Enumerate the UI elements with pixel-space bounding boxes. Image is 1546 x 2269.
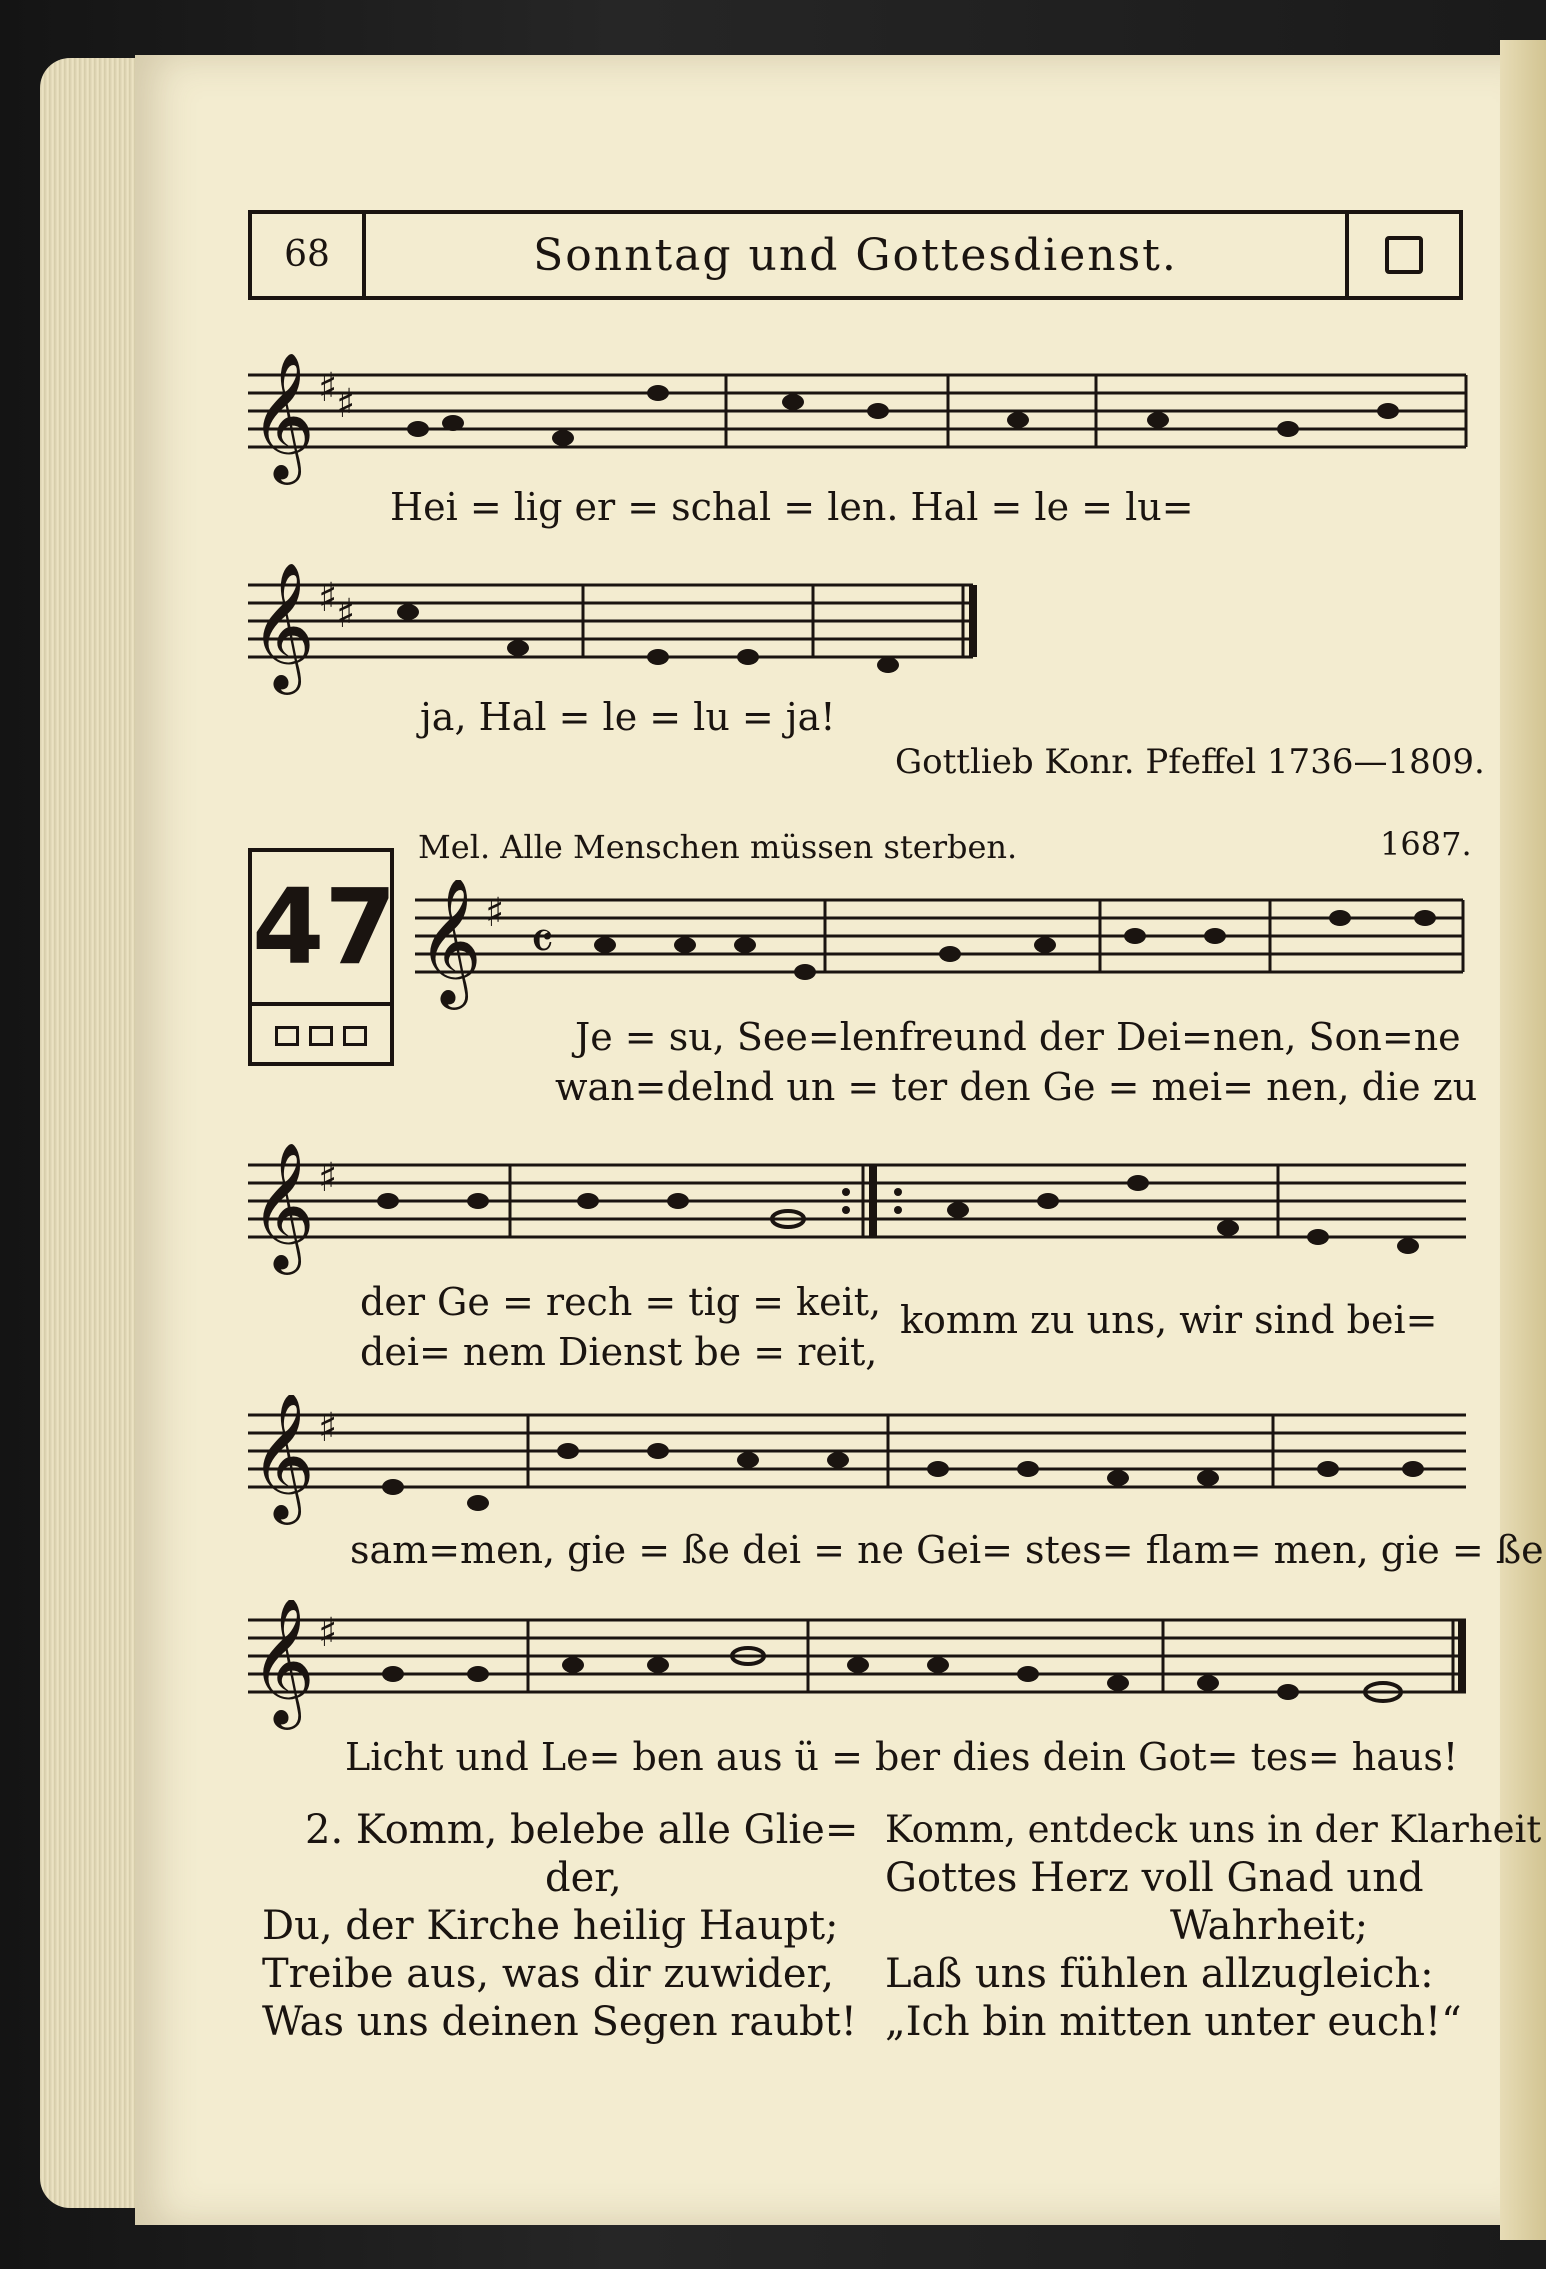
lyrics-hymn-line-2a: der Ge = rech = tig = keit, <box>360 1280 882 1324</box>
page-header <box>248 210 1463 300</box>
verse-2-left-line-3: Du, der Kirche heilig Haupt; <box>262 1903 839 1949</box>
header-box-icon <box>1345 214 1459 296</box>
svg-text:𝄞: 𝄞 <box>250 561 316 689</box>
verse-2-left-line-2: der, <box>545 1855 622 1901</box>
lyrics-hymn-line-2c: komm zu uns, wir sind bei= <box>900 1298 1438 1342</box>
music-staff-6 <box>248 1600 1468 1740</box>
svg-text:𝄞: 𝄞 <box>250 1141 316 1269</box>
verse-2-right-line-2: Gottes Herz voll Gnad und <box>885 1855 1424 1901</box>
svg-text:𝄞: 𝄞 <box>250 1600 316 1724</box>
svg-text:♯: ♯ <box>336 381 356 427</box>
lyrics-hymn-line-1a: Je = su, See=lenfreund der Dei=nen, Son=ne <box>575 1015 1461 1059</box>
svg-text:𝄞: 𝄞 <box>417 880 483 1004</box>
hymn-marks-icon <box>252 1006 390 1066</box>
lyrics-hymn-line-2b: dei= nem Dienst be = reit, <box>360 1330 878 1374</box>
svg-text:𝄞: 𝄞 <box>250 351 316 479</box>
music-staff-3 <box>415 880 1465 1020</box>
lyrics-hymn-line-4: Licht und Le= ben aus ü = ber dies dein Got= tes= haus! <box>345 1735 1459 1779</box>
svg-text:♯: ♯ <box>336 591 356 637</box>
verse-2-left-line-1: 2. Komm, belebe alle Glie= <box>305 1807 859 1853</box>
svg-text:𝄞: 𝄞 <box>250 1395 316 1519</box>
verse-2-right-line-1: Komm, entdeck uns in der Klarheit <box>885 1808 1542 1851</box>
music-staff-1 <box>248 345 1468 505</box>
verse-2-right-line-5: „Ich bin mitten unter euch!“ <box>885 1999 1462 2045</box>
verse-2-right-line-3: Wahrheit; <box>1170 1903 1369 1949</box>
verse-2-left-line-5: Was uns deinen Segen raubt! <box>262 1999 857 2045</box>
lyrics-hymn-line-1b: wan=delnd un = ter den Ge = mei= nen, die zu <box>555 1065 1478 1109</box>
lyrics-hymn-line-3: sam=men, gie = ße dei = ne Gei= stes= flam= men, gie = ße <box>350 1528 1544 1572</box>
svg-text:♯: ♯ <box>318 1610 338 1656</box>
page-title: Sonntag und Gottesdienst. <box>533 229 1178 281</box>
lyrics-line-1: Hei = lig er = schal = len. Hal = le = lu= <box>390 485 1194 529</box>
svg-text:♯: ♯ <box>318 1155 338 1201</box>
attribution: Gottlieb Konr. Pfeffel 1736—1809. <box>895 742 1485 782</box>
svg-text:♯: ♯ <box>485 890 505 936</box>
svg-text:𝄴: 𝄴 <box>530 910 555 973</box>
svg-text:♯: ♯ <box>318 1405 338 1451</box>
verse-2-left-line-4: Treibe aus, was dir zuwider, <box>262 1951 834 1997</box>
page-number: 68 <box>252 214 366 296</box>
music-staff-5 <box>248 1395 1468 1535</box>
lyrics-line-2: ja, Hal = le = lu = ja! <box>420 695 836 739</box>
svg-text:♯: ♯ <box>318 365 338 411</box>
music-staff-2 <box>248 555 1008 715</box>
svg-text:♯: ♯ <box>318 575 338 621</box>
verse-2-right-line-4: Laß uns fühlen allzugleich: <box>885 1951 1434 1997</box>
melody-reference: Mel. Alle Menschen müssen sterben. <box>418 828 1018 866</box>
hymn-number-box <box>248 848 397 1066</box>
hymn-year: 1687. <box>1380 825 1472 863</box>
music-staff-4 <box>248 1140 1468 1280</box>
hymn-number: 47 <box>252 852 390 1006</box>
facing-page-edge <box>1500 40 1546 2240</box>
